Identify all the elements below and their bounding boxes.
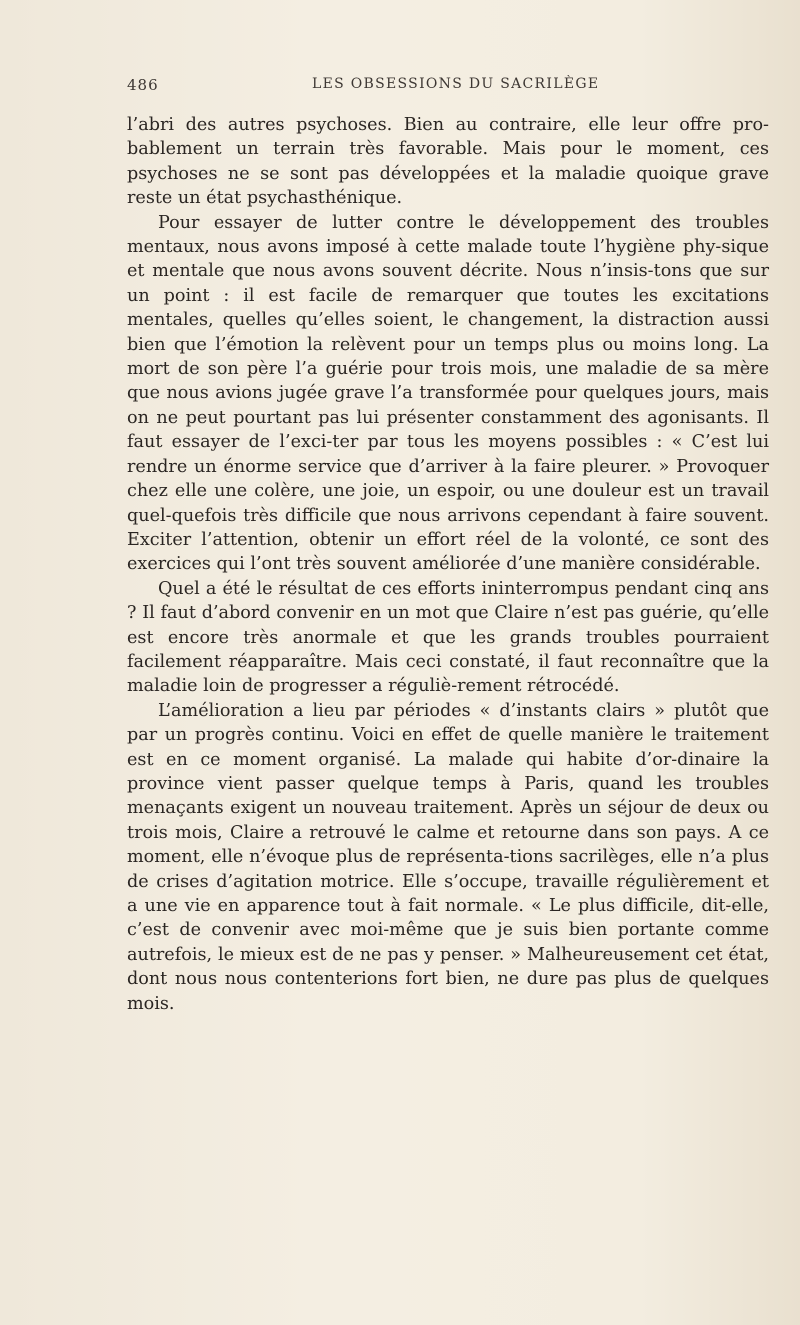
running-title: LES OBSESSIONS DU SACRILÈGE <box>312 76 600 92</box>
paragraph-improvement: L’amélioration a lieu par périodes « d’instants clairs » plutôt que par un progrès continu. Voici en effet de quelle manière le traitement est en ce moment organisé. La malade qui habite d’or-dinaire la province vient passer quelque temps à Paris, quand les troubles menaçants exigent un nouveau traitement. Après un séjour de deux ou trois mois, Claire a retrouvé le calme et retourne dans son pays. A ce moment, elle n’évoque plus de représenta-tions sacrilèges, elle n’a plus de crises d’agitation motrice. Elle s’occupe, travaille régulièrement et a une vie en apparence tout à fait normale. « Le plus difficile, dit-elle, c’est de convenir avec moi-même que je suis bien portante comme autrefois, le mieux est de ne pas y penser. » Malheureusement cet état, dont nous nous contenterions fort bien, ne dure pas plus de quelques mois. <box>127 700 769 1014</box>
paragraph-continuation: l’abri des autres psychoses. Bien au contraire, elle leur offre pro-bablement un terrain très favorable. Mais pour le moment, ces psychoses ne se sont pas développées et la maladie quoique grave reste un état psychasthénique. <box>127 115 769 209</box>
body-text <box>127 113 769 1016</box>
page-number: 486 <box>127 76 159 94</box>
page-header <box>127 76 767 100</box>
paragraph-treatment: Pour essayer de lutter contre le développement des troubles mentaux, nous avons imposé à cette malade toute l’hygiène phy-sique et mentale que nous avons souvent décrite. Nous n’insis-tons que sur un point : il est facile de remarquer que toutes les excitations mentales, quelles qu’elles soient, le changement, la distraction aussi bien que l’émotion la relèvent pour un temps plus ou moins long. La mort de son père l’a guérie pour trois mois, une maladie de sa mère que nous avions jugée grave l’a transformée pour quelques jours, mais on ne peut pourtant pas lui présenter constamment des agonisants. Il faut essayer de l’exci-ter par tous les moyens possibles : « C’est lui rendre un énorme service que d’arriver à la faire pleurer. » Provoquer chez elle une colère, une joie, un espoir, ou une douleur est un travail quel-quefois très difficile que nous arrivons cependant à faire souvent. Exciter l’attention, obtenir un effort réel de la volonté, ce sont des exercices qui l’ont très souvent améliorée d’une manière considérable. <box>127 212 769 575</box>
paragraph-results: Quel a été le résultat de ces efforts ininterrompus pendant cinq ans ? Il faut d’abord convenir en un mot que Claire n’est pas guérie, qu’elle est encore très anormale et que les grands troubles pourraient facilement réapparaître. Mais ceci constaté, il faut reconnaître que la maladie loin de progresser a réguliè-rement rétrocédé. <box>127 578 769 697</box>
